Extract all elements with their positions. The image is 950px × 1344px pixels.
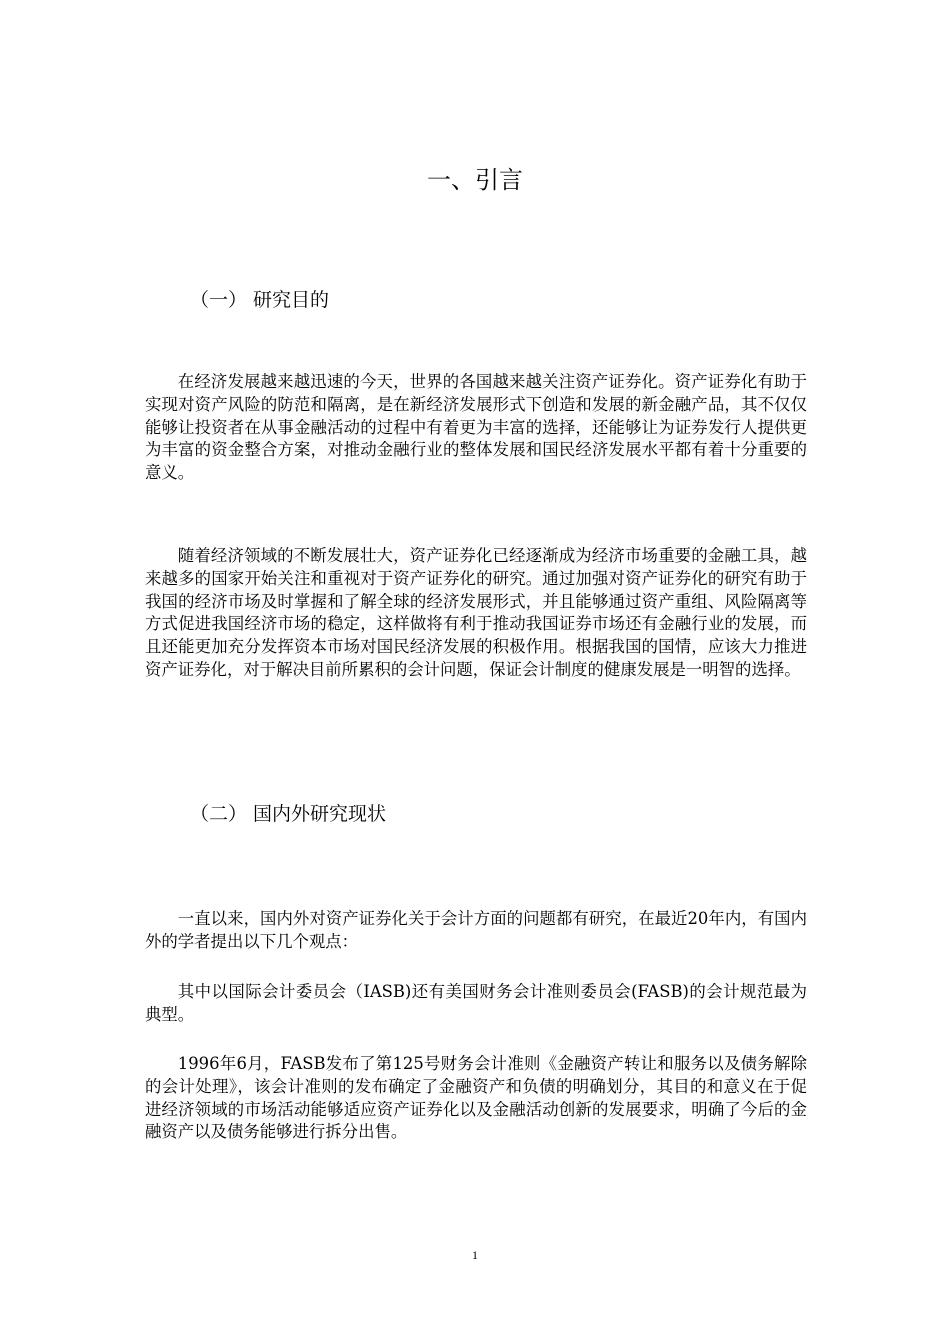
page-title: 一、引言 — [427, 166, 523, 194]
page-number: 1 — [472, 1248, 478, 1262]
paragraph-research-status-2: 其中以国际会计委员会（IASB)还有美国财务会计准则委员会(FASB)的会计规范最为典型。 — [145, 982, 807, 1024]
paragraph-research-status-1: 一直以来，国内外对资产证券化关于会计方面的问题都有研究，在最近20年内，有国内外的学者提出以下几个观点： — [145, 909, 807, 951]
paragraph-research-status-3: 1996年6月，FASB发布了第125号财务会计准则《金融资产转让和服务以及债务解除的会计处理》，该会计准则的发布确定了金融资产和负债的明确划分，其目的和意义在于促进经济领域的市场活动能够适应资产证券化以及金融活动创新的发展要求，明确了今后的金融资产以及债务能够进行拆分出售。 — [145, 1054, 807, 1142]
paragraph-research-purpose-2: 随着经济领域的不断发展壮大，资产证券化已经逐渐成为经济市场重要的金融工具，越来越多的国家开始关注和重视对于资产证券化的研究。通过加强对资产证券化的研究有助于我国的经济市场及时掌握和了解全球的经济发展形式，并且能够通过资产重组、风险隔离等方式促进我国经济市场的稳定，这样做将有利于推动我国证券市场还有金融行业的发展，而且还能更加充分发挥资本市场对国民经济发展的积极作用。根据我国的国情，应该大力推进资产证券化，对于解决目前所累积的会计问题，保证会计制度的健康发展是一明智的选择。 — [145, 546, 807, 679]
section-heading-research-purpose: （一） 研究目的 — [190, 289, 330, 311]
section-heading-research-status: （二） 国内外研究现状 — [190, 803, 387, 825]
paragraph-research-purpose-1: 在经济发展越来越迅速的今天，世界的各国越来越关注资产证券化。资产证券化有助于实现对资产风险的防范和隔离，是在新经济发展形式下创造和发展的新金融产品，其不仅仅能够让投资者在从事金融活动的过程中有着更为丰富的选择，还能够让为证券发行人提供更为丰富的资金整合方案，对推动金融行业的整体发展和国民经济发展水平都有着十分重要的意义。 — [145, 372, 807, 483]
